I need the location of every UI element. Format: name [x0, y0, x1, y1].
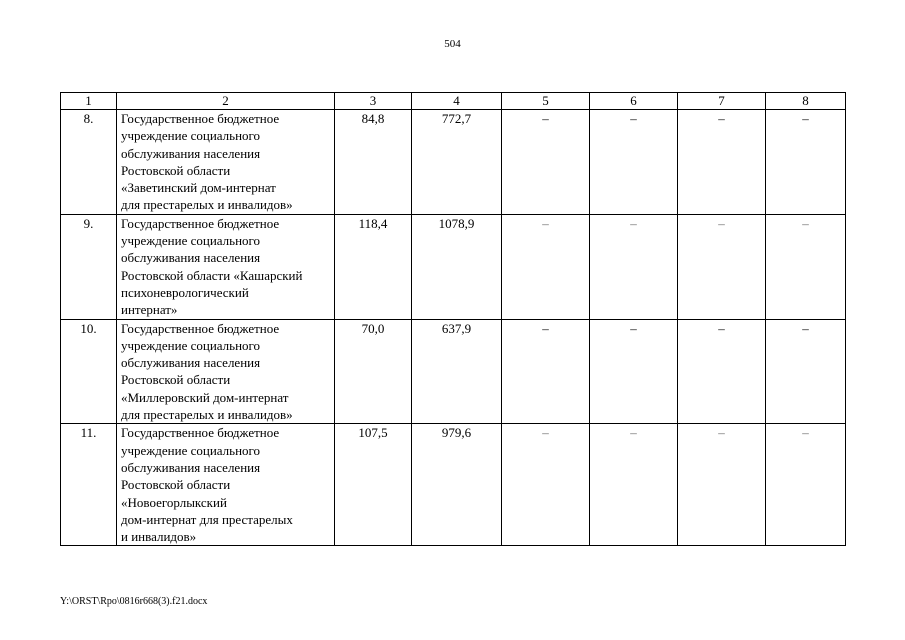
cell-col-4: 772,7 — [412, 110, 502, 215]
table-row — [61, 110, 846, 215]
cell-col-5: – — [502, 319, 590, 424]
table-row — [61, 214, 846, 319]
row-number: 11. — [61, 424, 117, 546]
cell-col-8: – — [766, 319, 846, 424]
cell-col-7: – — [678, 424, 766, 546]
column-header: 8 — [766, 93, 846, 110]
cell-col-7: – — [678, 110, 766, 215]
cell-col-8: – — [766, 214, 846, 319]
column-header: 5 — [502, 93, 590, 110]
row-number: 9. — [61, 214, 117, 319]
cell-col-7: – — [678, 214, 766, 319]
cell-col-5: – — [502, 424, 590, 546]
cell-col-7: – — [678, 319, 766, 424]
institution-name: Государственное бюджетное учреждение социального обслуживания населения Ростовской области «Заветинский дом-интернат для престарелых и инвалидов» — [117, 110, 335, 215]
column-header: 1 — [61, 93, 117, 110]
cell-col-6: – — [590, 424, 678, 546]
data-table — [60, 92, 846, 546]
table-row — [61, 424, 846, 546]
institution-name: Государственное бюджетное учреждение социального обслуживания населения Ростовской области «Миллеровский дом-интернат для престарелых и инвалидов» — [117, 319, 335, 424]
column-header: 7 — [678, 93, 766, 110]
page-number: 504 — [444, 38, 461, 50]
table-header-row — [61, 93, 846, 110]
row-number: 10. — [61, 319, 117, 424]
table-row — [61, 319, 846, 424]
cell-col-3: 70,0 — [335, 319, 412, 424]
institution-name: Государственное бюджетное учреждение социального обслуживания населения Ростовской области «Новоегорлыкский дом-интернат для престарелых и инвалидов» — [117, 424, 335, 546]
column-header: 6 — [590, 93, 678, 110]
cell-col-4: 637,9 — [412, 319, 502, 424]
cell-col-6: – — [590, 110, 678, 215]
cell-col-6: – — [590, 214, 678, 319]
column-header: 2 — [117, 93, 335, 110]
cell-col-4: 1078,9 — [412, 214, 502, 319]
cell-col-3: 107,5 — [335, 424, 412, 546]
cell-col-3: 84,8 — [335, 110, 412, 215]
cell-col-4: 979,6 — [412, 424, 502, 546]
cell-col-8: – — [766, 110, 846, 215]
cell-col-5: – — [502, 214, 590, 319]
row-number: 8. — [61, 110, 117, 215]
cell-col-5: – — [502, 110, 590, 215]
institution-name: Государственное бюджетное учреждение социального обслуживания населения Ростовской области «Кашарский психоневрологический интернат» — [117, 214, 335, 319]
cell-col-8: – — [766, 424, 846, 546]
cell-col-6: – — [590, 319, 678, 424]
footer-file-path: Y:\ORST\Rpo\0816r668(3).f21.docx — [60, 596, 208, 607]
cell-col-3: 118,4 — [335, 214, 412, 319]
column-header: 4 — [412, 93, 502, 110]
column-header: 3 — [335, 93, 412, 110]
